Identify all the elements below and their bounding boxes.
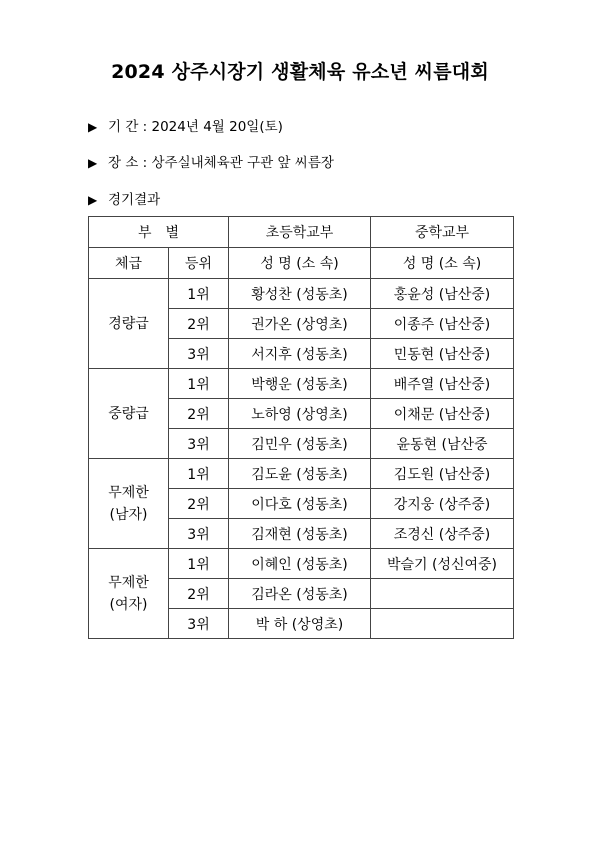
results-table [88, 216, 514, 639]
rank-cell: 1위 [169, 279, 229, 309]
weight-class-cell [89, 279, 169, 369]
weight-class-cell [89, 549, 169, 639]
arrow-right-icon: ▶ [88, 193, 98, 207]
middle-winner-cell: 홍윤성 (남산중) [371, 279, 514, 309]
middle-winner-cell: 배주열 (남산중) [371, 369, 514, 399]
middle-winner-cell [371, 579, 514, 609]
elementary-winner-cell: 이다호 (성동초) [229, 489, 371, 519]
document-title: 2024 상주시장기 생활체육 유소년 씨름대회 [111, 61, 489, 83]
elementary-winner-cell: 서지후 (성동초) [229, 339, 371, 369]
rank-cell: 1위 [169, 549, 229, 579]
period-text: 기 간 : 2024년 4월 20일(토) [108, 119, 283, 135]
weight-class-cell [89, 369, 169, 459]
middle-winner-cell: 조경신 (상주중) [371, 519, 514, 549]
rank-cell: 1위 [169, 369, 229, 399]
elementary-winner-cell: 노하영 (상영초) [229, 399, 371, 429]
rank-cell: 3위 [169, 429, 229, 459]
weight-class-label: 무제한 [108, 574, 149, 591]
middle-winner-cell [371, 609, 514, 639]
weight-class-label: 무제한 [108, 484, 149, 501]
elementary-header: 초등학교부 [229, 217, 371, 248]
weight-class-header: 체급 [89, 248, 169, 279]
table-row [89, 459, 514, 489]
middle-winner-cell: 이채문 (남산중) [371, 399, 514, 429]
elementary-winner-cell: 박 하 (상영초) [229, 609, 371, 639]
rank-header: 등위 [169, 248, 229, 279]
rank-cell: 3위 [169, 609, 229, 639]
elementary-winner-cell: 황성찬 (성동초) [229, 279, 371, 309]
table-row [89, 369, 514, 399]
rank-cell: 2위 [169, 399, 229, 429]
table-row [89, 549, 514, 579]
elementary-name-header: 성 명 (소 속) [229, 248, 371, 279]
rank-cell: 2위 [169, 309, 229, 339]
rank-cell: 3위 [169, 339, 229, 369]
elementary-winner-cell: 김라온 (성동초) [229, 579, 371, 609]
weight-class-label: 경량급 [108, 315, 149, 332]
results-heading: 경기결과 [108, 192, 161, 208]
middle-winner-cell: 강지웅 (상주중) [371, 489, 514, 519]
info-period [88, 115, 283, 135]
venue-text: 장 소 : 상주실내체육관 구관 앞 씨름장 [108, 155, 334, 171]
rank-cell: 3위 [169, 519, 229, 549]
division-header: 부 별 [89, 217, 229, 248]
table-row [89, 279, 514, 309]
info-results [88, 188, 160, 208]
elementary-winner-cell: 김재현 (성동초) [229, 519, 371, 549]
middle-winner-cell: 민동현 (남산중) [371, 339, 514, 369]
arrow-right-icon: ▶ [88, 120, 98, 134]
weight-class-label: (남자) [109, 506, 148, 523]
middle-winner-cell: 윤동현 (남산중 [371, 429, 514, 459]
rank-cell: 2위 [169, 579, 229, 609]
middle-winner-cell: 박슬기 (성신여중) [371, 549, 514, 579]
header-row [89, 217, 514, 248]
rank-cell: 1위 [169, 459, 229, 489]
arrow-right-icon: ▶ [88, 156, 98, 170]
middle-winner-cell: 김도원 (남산중) [371, 459, 514, 489]
info-venue [88, 151, 334, 171]
rank-cell: 2위 [169, 489, 229, 519]
elementary-winner-cell: 박행운 (성동초) [229, 369, 371, 399]
elementary-winner-cell: 김도윤 (성동초) [229, 459, 371, 489]
middle-winner-cell: 이종주 (남산중) [371, 309, 514, 339]
elementary-winner-cell: 이혜인 (성동초) [229, 549, 371, 579]
subheader-row [89, 248, 514, 279]
weight-class-label: 중량급 [108, 405, 149, 422]
middle-header: 중학교부 [371, 217, 514, 248]
weight-class-label: (여자) [109, 596, 148, 613]
weight-class-cell [89, 459, 169, 549]
elementary-winner-cell: 권가온 (상영초) [229, 309, 371, 339]
middle-name-header: 성 명 (소 속) [371, 248, 514, 279]
elementary-winner-cell: 김민우 (성동초) [229, 429, 371, 459]
